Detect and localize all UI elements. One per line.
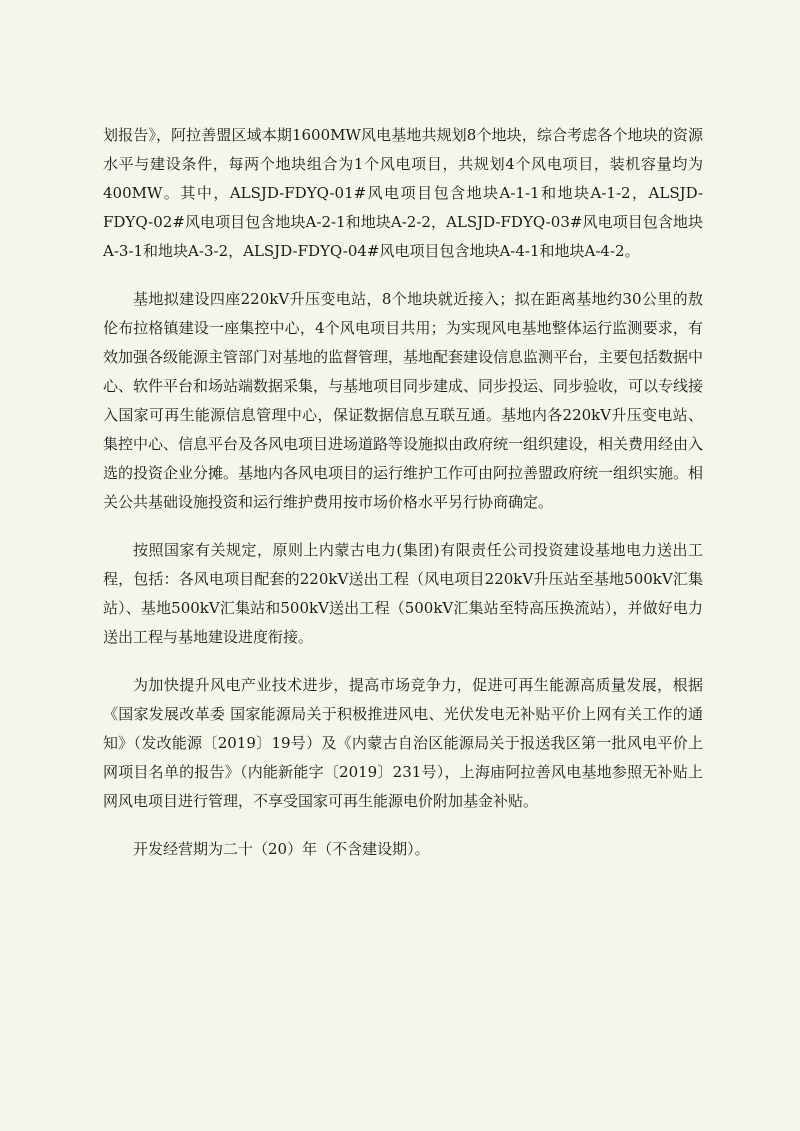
document-body [103,121,703,864]
paragraph-operation-period: 开发经营期为二十（20）年（不含建设期）。 [133,840,430,858]
paragraph-power-transmission: 按照国家有关规定，原则上内蒙古电力(集团)有限责任公司投资建设基地电力送出工程，包括：各风电项目配套的220kV送出工程（风电项目220kV升压站至基地500kV汇集站）、基地500kV汇集站和500kV送出工程（500kV汇集站至特高压换流站），并做好电力送出工程与基地建设进度衔接。 [103,541,703,646]
paragraph-subsidy-policy: 为加快提升风电产业技术进步，提高市场竞争力，促进可再生能源高质量发展，根据《国家发展改革委 国家能源局关于积极推进风电、光伏发电无补贴平价上网有关工作的通知》（发改能源〔2019〕19号）及《内蒙古自治区能源局关于报送我区第一批风电平价上网项目名单的报告》（内能新能字〔2019〕231号），上海庙阿拉善风电基地参照无补贴上网风电项目进行管理，不享受国家可再生能源电价附加基金补贴。 [103,676,703,810]
paragraph-infrastructure: 基地拟建设四座220kV升压变电站，8个地块就近接入；拟在距离基地约30公里的敖伦布拉格镇建设一座集控中心，4个风电项目共用；为实现风电基地整体运行监测要求，有效加强各级能源主管部门对基地的监督管理，基地配套建设信息监测平台，主要包括数据中心、软件平台和场站端数据采集，与基地项目同步建成、同步投运、同步验收，可以专线接入国家可再生能源信息管理中心，保证数据信息互联互通。基地内各220kV升压变电站、集控中心、信息平台及各风电项目进场道路等设施拟由政府统一组织建设，相关费用经由入选的投资企业分摊。基地内各风电项目的运行维护工作可由阿拉善盟政府统一组织实施。相关公共基础设施投资和运行维护费用按市场价格水平另行协商确定。 [103,290,704,511]
paragraph-planning-continuation: 划报告》，阿拉善盟区域本期1600MW风电基地共规划8个地块，综合考虑各个地块的资源水平与建设条件，每两个地块组合为1个风电项目，共规划4个风电项目，装机容量均为400MW。其中，ALSJD-FDYQ-01#风电项目包含地块A-1-1和地块A-1-2，ALSJD-FDYQ-02#风电项目包含地块A-2-1和地块A-2-2，ALSJD-FDYQ-03#风电项目包含地块A-3-1和地块A-3-2，ALSJD-FDYQ-04#风电项目包含地块A-4-1和地块A-4-2。 [103,126,703,260]
